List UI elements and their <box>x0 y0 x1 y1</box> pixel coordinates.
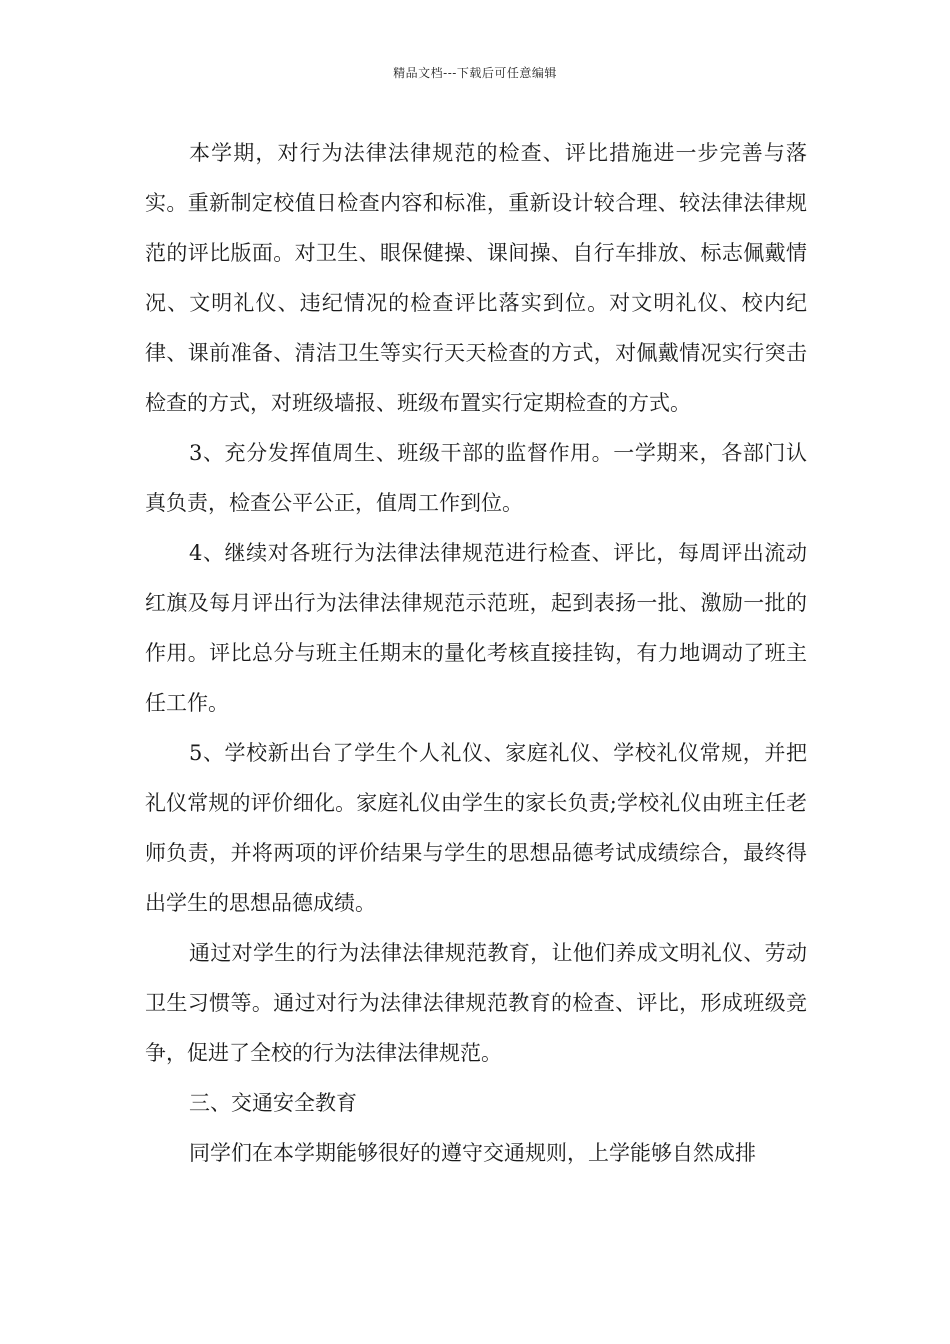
section-heading-traffic-safety: 三、交通安全教育 <box>189 1091 357 1115</box>
paragraph-item-4: 4、继续对各班行为法律法律规范进行检查、评比，每周评出流动红旗及每月评出行为法律法律规范示范班，起到表扬一批、激励一批的作用。评比总分与班主任期末的量化考核直接挂钩，有力地调动了班主任工作。 <box>145 541 807 715</box>
paragraph-traffic-safety: 同学们在本学期能够很好的遵守交通规则，上学能够自然成排 <box>189 1141 756 1165</box>
document-body <box>145 128 807 1178</box>
page-header: 精品文档---下载后可任意编辑 <box>393 66 557 80</box>
paragraph-item-5: 5、学校新出台了学生个人礼仪、家庭礼仪、学校礼仪常规，并把礼仪常规的评价细化。家庭礼仪由学生的家长负责;学校礼仪由班主任老师负责，并将两项的评价结果与学生的思想品德考试成绩综合，最终得出学生的思想品德成绩。 <box>145 741 807 915</box>
paragraph-summary: 通过对学生的行为法律法律规范教育，让他们养成文明礼仪、劳动卫生习惯等。通过对行为法律法律规范教育的检查、评比，形成班级竞争，促进了全校的行为法律法律规范。 <box>145 941 807 1065</box>
paragraph-inspection-measures: 本学期，对行为法律法律规范的检查、评比措施进一步完善与落实。重新制定校值日检查内容和标准，重新设计较合理、较法律法律规范的评比版面。对卫生、眼保健操、课间操、自行车排放、标志佩戴情况、文明礼仪、违纪情况的检查评比落实到位。对文明礼仪、校内纪律、课前准备、清洁卫生等实行天天检查的方式，对佩戴情况实行突击检查的方式，对班级墙报、班级布置实行定期检查的方式。 <box>145 141 807 415</box>
paragraph-item-3: 3、充分发挥值周生、班级干部的监督作用。一学期来，各部门认真负责，检查公平公正，值周工作到位。 <box>145 441 807 515</box>
